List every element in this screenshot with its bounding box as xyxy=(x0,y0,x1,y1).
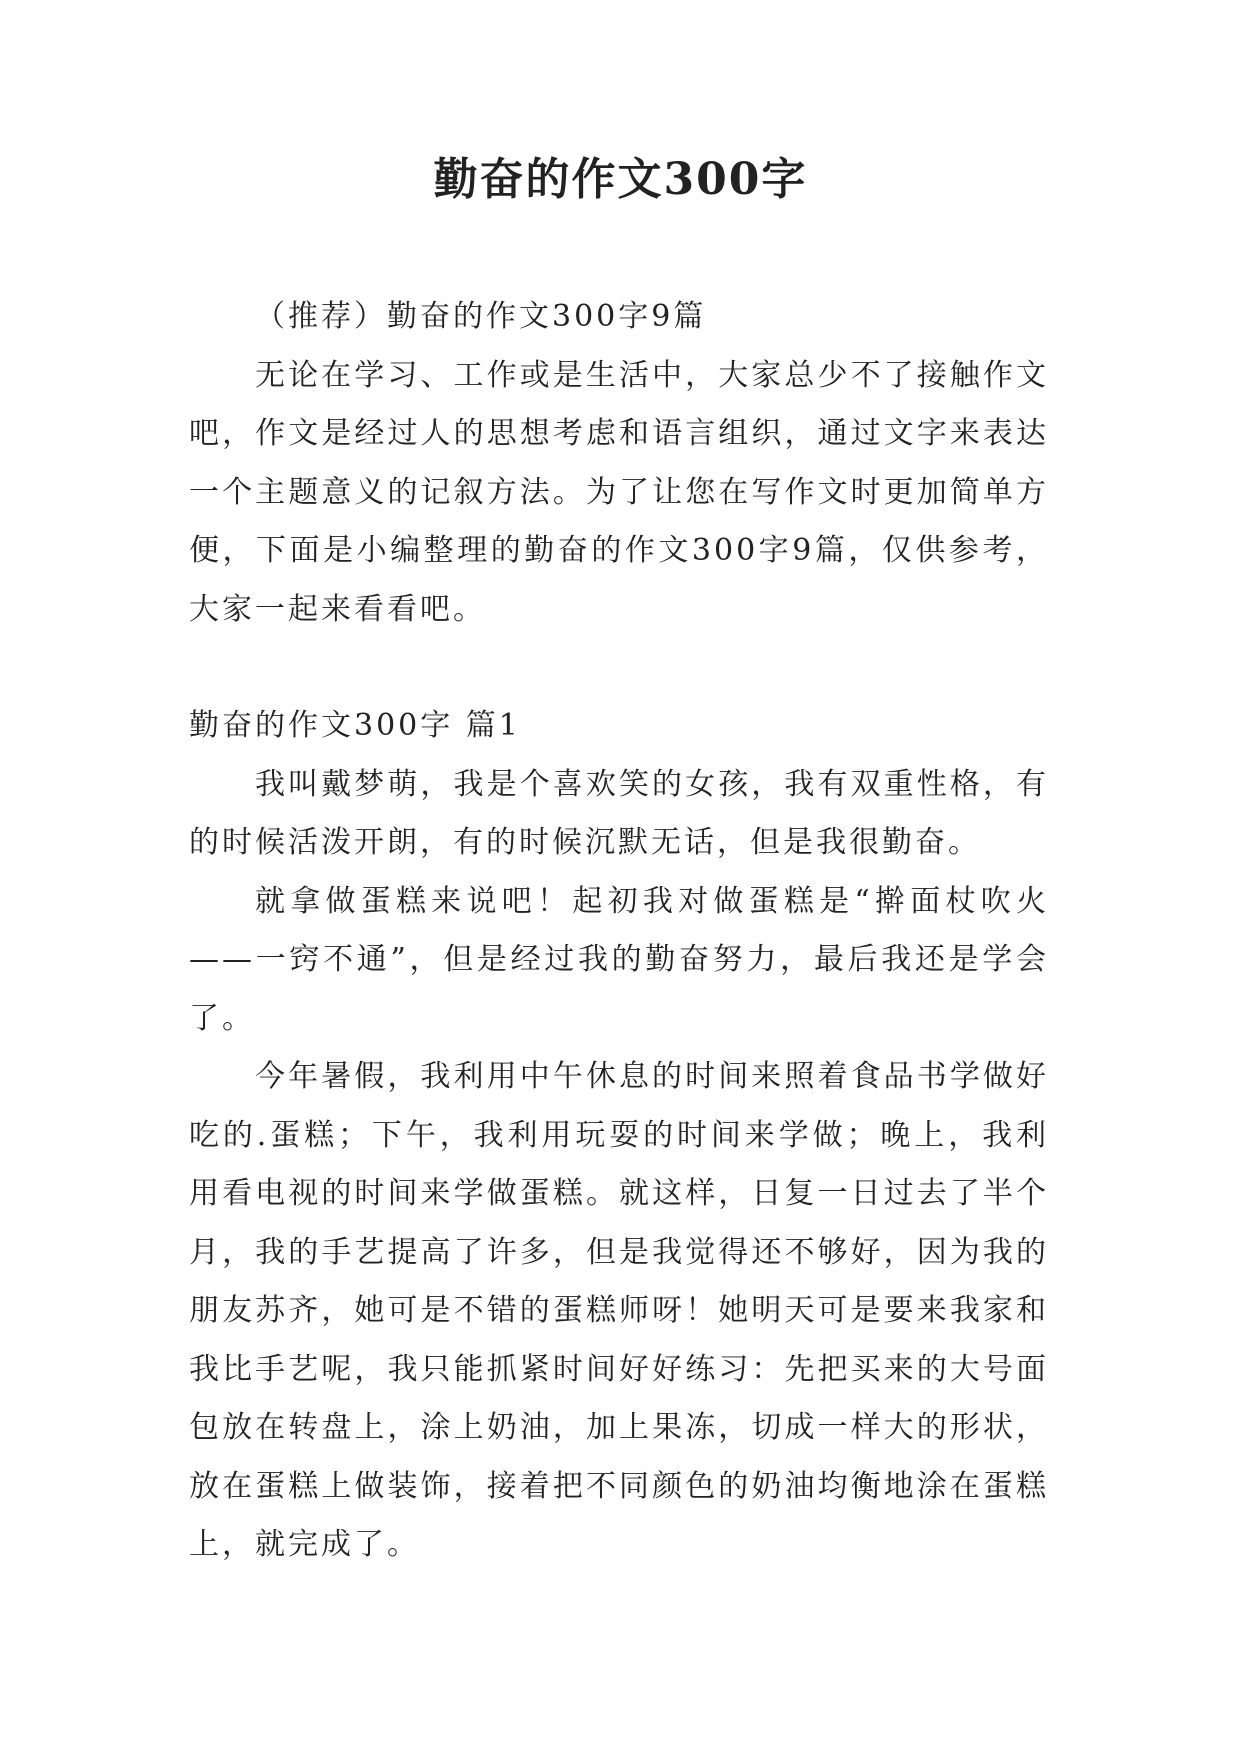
body-paragraph-3: 今年暑假，我利用中午休息的时间来照着食品书学做好吃的.蛋糕；下午，我利用玩耍的时间来学做；晚上，我利用看电视的时间来学做蛋糕。就这样，日复一日过去了半个月，我的手艺提高了许多，但是我觉得还不够好，因为我的朋友苏齐，她可是不错的蛋糕师呀！她明天可是要来我家和我比手艺呢，我只能抓紧时间好好练习：先把买来的大号面包放在转盘上，涂上奶油，加上果冻，切成一样大的形状，放在蛋糕上做装饰，接着把不同颜色的奶油均衡地涂在蛋糕上，就完成了。 xyxy=(189,1059,1049,1562)
document-body xyxy=(189,288,1049,1575)
body-paragraph-2: 就拿做蛋糕来说吧！起初我对做蛋糕是“擀面杖吹火——一窍不通”，但是经过我的勤奋努力，最后我还是学会了。 xyxy=(189,883,1049,1036)
intro-paragraph: 无论在学习、工作或是生活中，大家总少不了接触作文吧，作文是经过人的思想考虑和语言组织，通过文字来表达一个主题意义的记叙方法。为了让您在写作文时更加简单方便，下面是小编整理的勤奋的作文300字9篇，仅供参考，大家一起来看看吧。 xyxy=(189,357,1049,627)
intro-heading: （推荐）勤奋的作文300字9篇 xyxy=(255,299,707,334)
section-spacer xyxy=(189,639,1049,697)
section-heading: 勤奋的作文300字 篇1 xyxy=(189,708,521,743)
document-title: 勤奋的作文300字 xyxy=(433,154,808,205)
body-paragraph-1: 我叫戴梦萌，我是个喜欢笑的女孩，我有双重性格，有的时候活泼开朗，有的时候沉默无话，但是我很勤奋。 xyxy=(189,766,1049,860)
